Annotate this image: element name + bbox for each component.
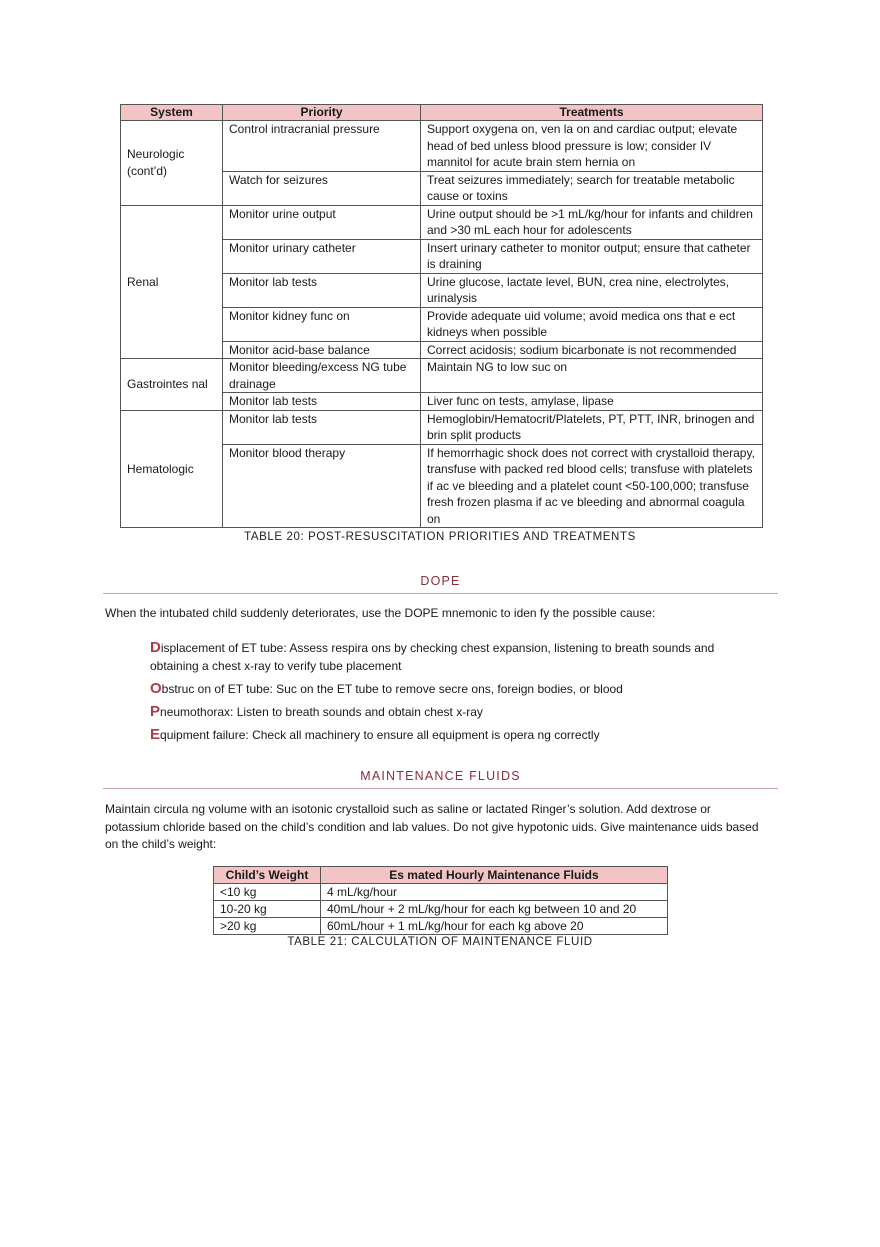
priority-cell: Monitor acid-base balance — [223, 341, 421, 359]
section-divider — [103, 593, 778, 594]
maintenance-fluids-heading: MAINTENANCE FLUIDS — [360, 769, 521, 783]
mnemonic-letter: E — [150, 725, 161, 743]
priority-cell: Control intracranial pressure — [223, 121, 421, 172]
treatment-cell: Insert urinary catheter to monitor output; ensure that catheter is draining — [421, 239, 763, 273]
weight-cell: <10 kg — [214, 884, 321, 901]
section-divider — [103, 788, 778, 789]
priority-cell: Monitor lab tests — [223, 273, 421, 307]
table-row — [214, 884, 668, 901]
column-header-system: System — [121, 105, 223, 121]
column-header-fluids: Es mated Hourly Maintenance Fluids — [321, 867, 668, 884]
table-row — [121, 121, 763, 172]
mnemonic-letter: O — [150, 679, 162, 697]
weight-cell: 10-20 kg — [214, 901, 321, 918]
priority-cell: Monitor blood therapy — [223, 444, 421, 528]
table-20-caption: TABLE 20: POST-RESUSCITATION PRIORITIES AND TREATMENTS — [244, 531, 636, 543]
list-item — [150, 726, 760, 745]
treatment-cell: Support oxygena on, ven la on and cardiac output; elevate head of bed unless blood pressure is low; consider IV mannitol for acute brain stem hernia on — [421, 121, 763, 172]
post-resuscitation-table — [120, 104, 763, 528]
dope-heading: DOPE — [420, 574, 461, 588]
table-row — [121, 205, 763, 239]
list-item — [150, 703, 760, 722]
system-cell-hematologic: Hematologic — [121, 410, 223, 528]
mnemonic-letter: D — [150, 639, 161, 656]
priority-cell: Monitor bleeding/excess NG tube drainage — [223, 359, 421, 393]
dope-mnemonic-list — [150, 639, 760, 749]
table-row — [121, 359, 763, 393]
list-item-text: isplacement of ET tube: Assess respira ons by checking chest expansion, listening to breath sounds and obtaining a chest x-ray to verify tube placement — [150, 641, 715, 673]
priority-cell: Monitor lab tests — [223, 410, 421, 444]
list-item-text: bstruc on of ET tube: Suc on the ET tube to remove secre ons, foreign bodies, or blood — [161, 681, 623, 696]
list-item — [150, 680, 760, 699]
treatment-cell: Correct acidosis; sodium bicarbonate is not recommended — [421, 341, 763, 359]
system-cell-gastrointestinal: Gastrointes nal — [121, 359, 223, 411]
column-header-priority: Priority — [223, 105, 421, 121]
treatment-cell: Urine glucose, lactate level, BUN, crea nine, electrolytes, urinalysis — [421, 273, 763, 307]
treatment-cell: Urine output should be >1 mL/kg/hour for infants and children and >30 mL each hour for adolescents — [421, 205, 763, 239]
priority-cell: Watch for seizures — [223, 171, 421, 205]
system-label-cont: (cont’d) — [127, 163, 168, 178]
table-header-row — [121, 105, 763, 121]
treatment-cell: Maintain NG to low suc on — [421, 359, 763, 393]
table-21-caption: TABLE 21: CALCULATION OF MAINTENANCE FLUID — [287, 936, 593, 948]
table-header-row — [214, 867, 668, 884]
maintenance-fluid-table — [213, 866, 668, 935]
fluid-cell: 4 mL/kg/hour — [321, 884, 668, 901]
column-header-treatments: Treatments — [421, 105, 763, 121]
treatment-cell: If hemorrhagic shock does not correct with crystalloid therapy, transfuse with packed red blood cells; transfuse with platelets if ac ve bleeding and a platelet count <50-100,000; transfuse fresh frozen plasma if ac ve bleeding and abnormal coagula on — [421, 444, 763, 528]
weight-cell: >20 kg — [214, 918, 321, 935]
priority-cell: Monitor urinary catheter — [223, 239, 421, 273]
priority-cell: Monitor lab tests — [223, 393, 421, 411]
treatment-cell: Hemoglobin/Hematocrit/Platelets, PT, PTT, INR, brinogen and brin split products — [421, 410, 763, 444]
table-row — [214, 901, 668, 918]
priority-cell: Monitor kidney func on — [223, 307, 421, 341]
fluid-cell: 40mL/hour + 2 mL/kg/hour for each kg between 10 and 20 — [321, 901, 668, 918]
system-label: Neurologic — [127, 147, 185, 162]
list-item — [150, 639, 760, 675]
treatment-cell: Liver func on tests, amylase, lipase — [421, 393, 763, 411]
column-header-weight: Child’s Weight — [214, 867, 321, 884]
fluid-cell: 60mL/hour + 1 mL/kg/hour for each kg above 20 — [321, 918, 668, 935]
priority-cell: Monitor urine output — [223, 205, 421, 239]
list-item-text: neumothorax: Listen to breath sounds and obtain chest x-ray — [160, 704, 483, 719]
treatment-cell: Treat seizures immediately; search for treatable metabolic cause or toxins — [421, 171, 763, 205]
list-item-text: quipment failure: Check all machinery to ensure all equipment is opera ng correctly — [160, 727, 600, 742]
maintenance-fluids-text: Maintain circula ng volume with an isotonic crystalloid such as saline or lactated Ringer’s solution. Add dextrose or potassium chloride based on the child’s condition and lab values. Do not give hypotonic uids. Give maintenance uids based on the child’s weight: — [105, 802, 759, 851]
table-row — [121, 410, 763, 444]
mnemonic-letter: P — [150, 702, 161, 720]
treatment-cell: Provide adequate uid volume; avoid medica ons that e ect kidneys when possible — [421, 307, 763, 341]
dope-intro-text: When the intubated child suddenly deteriorates, use the DOPE mnemonic to iden fy the possible cause: — [105, 606, 656, 620]
system-cell-renal: Renal — [121, 205, 223, 359]
table-row — [214, 918, 668, 935]
system-cell-neurologic — [121, 121, 223, 206]
